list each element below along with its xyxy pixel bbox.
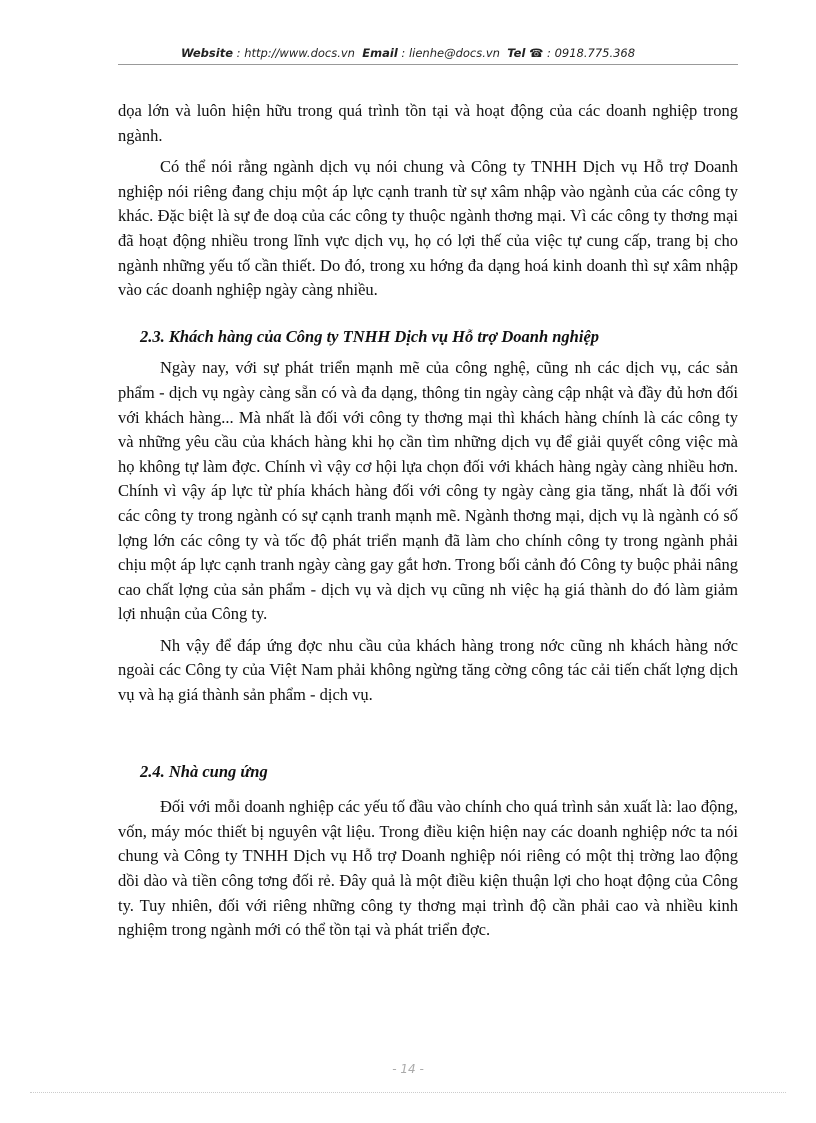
email-address: : lienhe@docs.vn [401, 46, 500, 60]
page-header [0, 46, 816, 60]
header-rule [118, 64, 738, 65]
page-number: - 14 - [392, 1062, 424, 1076]
website-label: Website [180, 46, 234, 60]
paragraph-suppliers: Đối với mỗi doanh nghiệp các yếu tố đầu vào chính cho quá trình sản xuất là: lao động, vốn, máy móc thiết bị nguyên vật liệu. Trong điều kiện hiện nay các doanh nghiệp nớc ta nói chung và Công ty TNHH Dịch vụ Hỗ trợ Doanh nghiệp nói riêng có một thị trờng lao động dồi dào và tiền công tơng đối rẻ. Đây quả là một điều kiện thuận lợi cho hoạt động của Công ty. Tuy nhiên, đối với riêng những công ty thơng mại trình độ cần phải cao và nhiều kinh nghiệm trong ngành mới có thể tồn tại và phát triển đợc. [118, 797, 738, 940]
paragraph-continued: dọa lớn và luôn hiện hữu trong quá trình tồn tại và hoạt động của các doanh nghiệp trong ngành. [118, 101, 738, 145]
footer-rule [30, 1092, 786, 1093]
paragraph-customers-conclusion: Nh vậy để đáp ứng đợc nhu cầu của khách hàng trong nớc cũng nh khách hàng nớc ngoài các Công ty của Việt Nam phải không ngừng tăng cờng công tác cải tiến chất lợng dịch vụ và hạ giá thành sản phẩm - dịch vụ. [118, 635, 738, 705]
section-heading-suppliers: 2.4. Nhà cung ứng [140, 761, 268, 781]
section-heading-customers: 2.3. Khách hàng của Công ty TNHH Dịch vụ Hỗ trợ Doanh nghiệp [140, 326, 600, 346]
document-body [118, 99, 738, 943]
paragraph-customers: Ngày nay, với sự phát triển mạnh mẽ của công nghệ, cũng nh các dịch vụ, các sản phẩm - dịch vụ ngày càng sẵn có và đa dạng, thông tin ngày càng cập nhật và đầy đủ hơn đối với khách hàng... Mà nhất là đối với công ty thơng mại thì khách hàng chính là các công ty và những yêu cầu của khách hàng khi họ cần tìm những dịch vụ để giải quyết công việc mà họ không tự làm đợc. Chính vì vậy cơ hội lựa chọn đối với khách hàng ngày càng nhiều hơn. Chính vì vậy áp lực từ phía khách hàng đối với công ty ngày càng gia tăng, nhất là đối với các công ty trong ngành có sự cạnh tranh mạnh mẽ. Ngành thơng mại, dịch vụ là ngành có số lợng lớn các công ty và tốc độ phát triển mạnh đã làm cho chính công ty trong ngành phải chịu một áp lực cạnh tranh ngày càng gay gắt hơn. Trong bối cảnh đó Công ty buộc phải nâng cao chất lợng của sản phẩm - dịch vụ và dịch vụ cũng nh việc hạ giá thành do đó làm giảm lợi nhuận của Công ty. [118, 358, 738, 624]
paragraph-competition: Có thể nói rằng ngành dịch vụ nói chung và Công ty TNHH Dịch vụ Hỗ trợ Doanh nghiệp nói riêng đang chịu một áp lực cạnh tranh từ sự xâm nhập vào ngành của các công ty khác. Đặc biệt là sự đe doạ của các công ty thuộc ngành thơng mại. Vì các công ty thơng mại đã hoạt động nhiều trong lĩnh vực dịch vụ, họ có lợi thế của việc tự cung cấp, trang bị cho ngành những yếu tố cần thiết. Do đó, trong xu hớng đa dạng hoá kinh doanh thì sự xâm nhập vào các doanh nghiệp ngày càng nhiều. [118, 157, 738, 300]
phone-icon: ☎ [529, 46, 544, 60]
website-url: : http://www.docs.vn [236, 46, 355, 60]
tel-number: : 0918.775.368 [547, 46, 636, 60]
tel-label: Tel [507, 46, 526, 60]
email-label: Email [362, 46, 398, 60]
